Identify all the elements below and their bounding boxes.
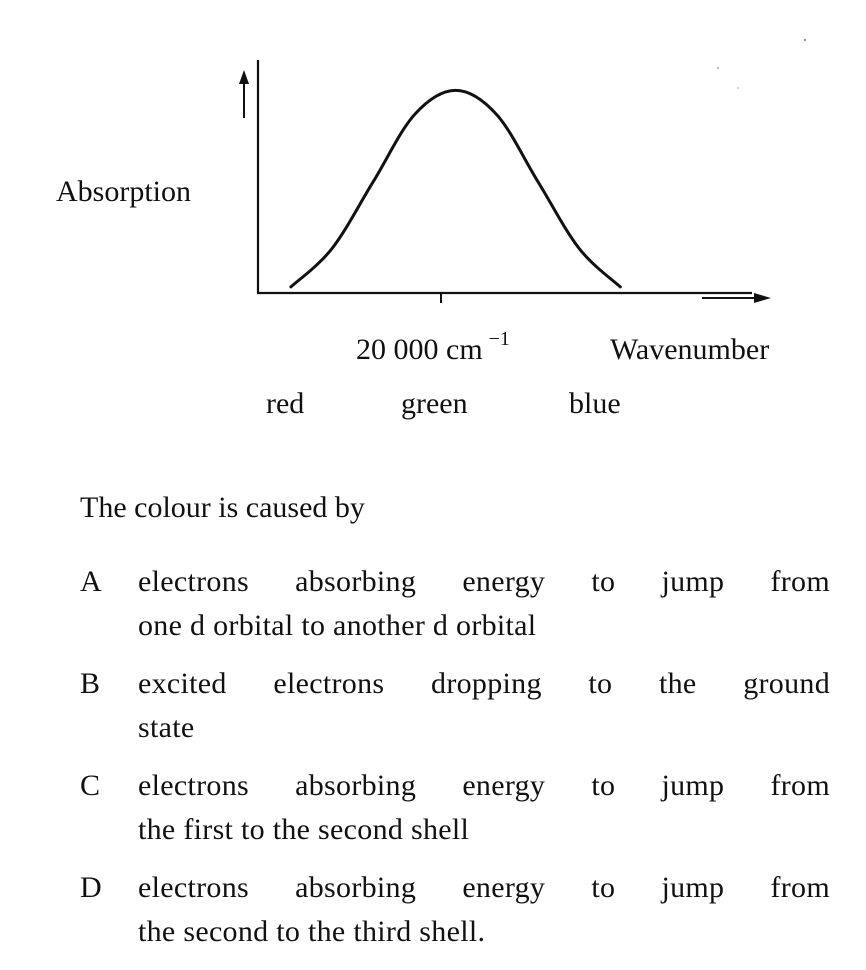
option-d: [80, 866, 830, 954]
absorption-curve: [291, 90, 620, 287]
option-text-line: excited electrons dropping to the ground: [138, 667, 830, 700]
scan-speck: [737, 87, 739, 89]
absorption-spectrum-chart: [0, 0, 866, 470]
x-tick-label-main: 20 000 cm: [356, 333, 483, 366]
option-letter: B: [80, 667, 101, 700]
option-text-line: electrons absorbing energy to jump from: [138, 871, 830, 904]
option-text-line: state: [138, 711, 195, 744]
option-text: [138, 662, 830, 750]
option-letter: D: [80, 871, 102, 904]
option-c: [80, 764, 830, 852]
y-axis-label: Absorption: [56, 175, 191, 208]
scan-speck: [804, 39, 806, 41]
x-tick-label-superscript: −1: [488, 328, 510, 350]
option-text: [138, 866, 830, 954]
option-letter: A: [80, 565, 102, 598]
y-arrowhead-icon: [239, 70, 249, 84]
option-text: [138, 764, 830, 852]
option-b: [80, 662, 830, 750]
option-a: [80, 560, 830, 648]
option-text-line: electrons absorbing energy to jump from: [138, 565, 830, 598]
colour-label-green: green: [401, 387, 468, 420]
option-text: [138, 560, 830, 648]
colour-label-red: red: [266, 387, 305, 420]
x-arrowhead-icon: [754, 293, 771, 303]
option-text-line: the first to the second shell: [138, 813, 470, 846]
scan-speck: [717, 67, 719, 69]
x-axis-label: Wavenumber: [610, 333, 770, 366]
colour-label-blue: blue: [569, 387, 621, 420]
x-tick-label: [356, 328, 510, 366]
option-text-line: electrons absorbing energy to jump from: [138, 769, 830, 802]
question-stem: The colour is caused by: [80, 491, 365, 524]
option-letter: C: [80, 769, 101, 802]
option-text-line: the second to the third shell.: [138, 915, 486, 948]
option-text-line: one d orbital to another d orbital: [138, 609, 537, 642]
